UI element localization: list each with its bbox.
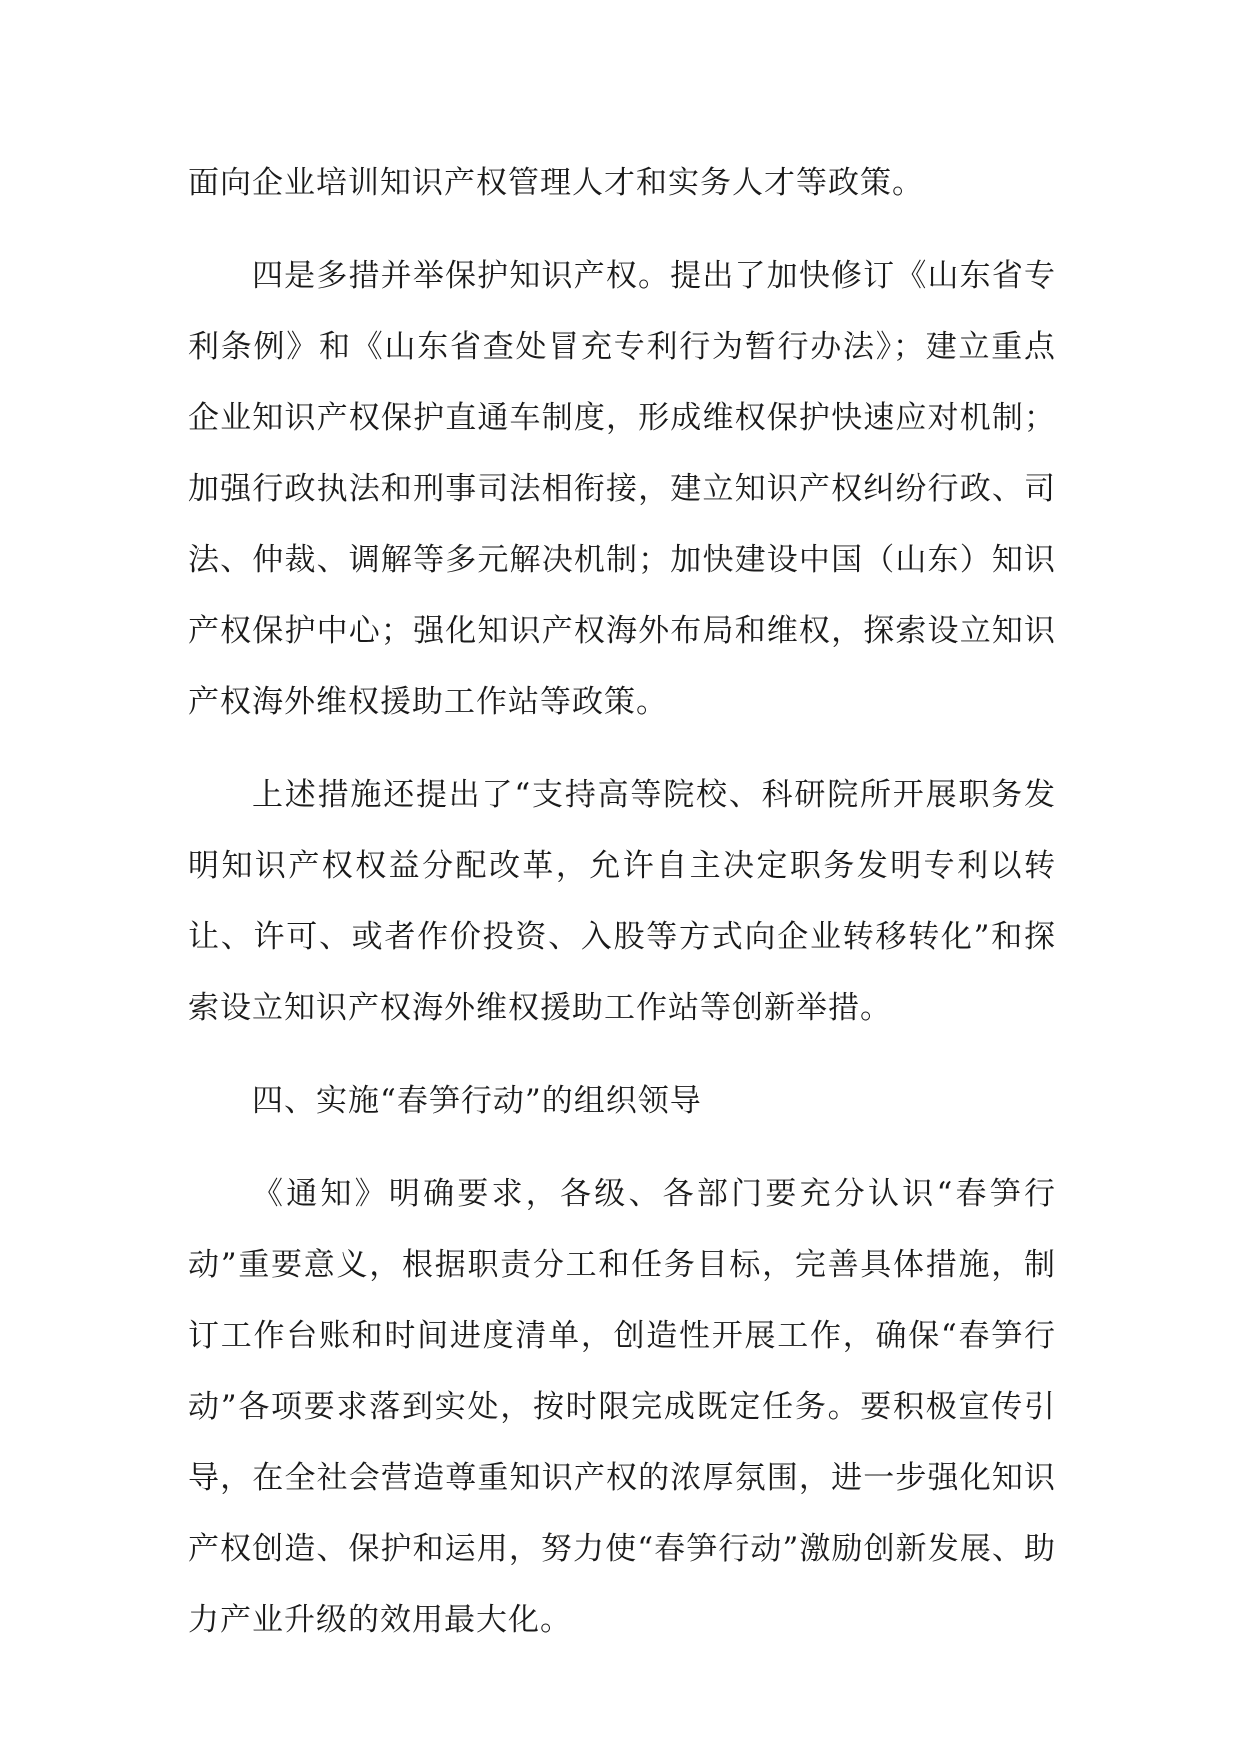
paragraph-notice-requirements: 《通知》明确要求，各级、各部门要充分认识“春笋行动”重要意义，根据职责分工和任务目标，完善具体措施，制订工作台账和时间进度清单，创造性开展工作，确保“春笋行动”各项要求落到实处，按时限完成既定任务。要积极宣传引导，在全社会营造尊重知识产权的浓厚氛围，进一步强化知识产权创造、保护和运用，努力使“春笋行动”激励创新发展、助力产业升级的效用最大化。 — [188, 1176, 1056, 1638]
document-page — [188, 148, 1056, 1656]
paragraph-ip-protection: 四是多措并举保护知识产权。提出了加快修订《山东省专利条例》和《山东省查处冒充专利行为暂行办法》；建立重点企业知识产权保护直通车制度，形成维权保护快速应对机制；加强行政执法和刑事司法相衔接，建立知识产权纠纷行政、司法、仲裁、调解等多元解决机制；加快建设中国（山东）知识产权保护中心；强化知识产权海外布局和维权，探索设立知识产权海外维权援助工作站等政策。 — [188, 258, 1056, 720]
section-heading-organization: 四、实施“春笋行动”的组织领导 — [252, 1083, 702, 1119]
paragraph-innovation-measures: 上述措施还提出了“支持高等院校、科研院所开展职务发明知识产权权益分配改革，允许自主决定职务发明专利以转让、许可、或者作价投资、入股等方式向企业转移转化”和探索设立知识产权海外维权援助工作站等创新举措。 — [188, 777, 1056, 1026]
paragraph-policy-training: 面向企业培训知识产权管理人才和实务人才等政策。 — [188, 165, 924, 201]
